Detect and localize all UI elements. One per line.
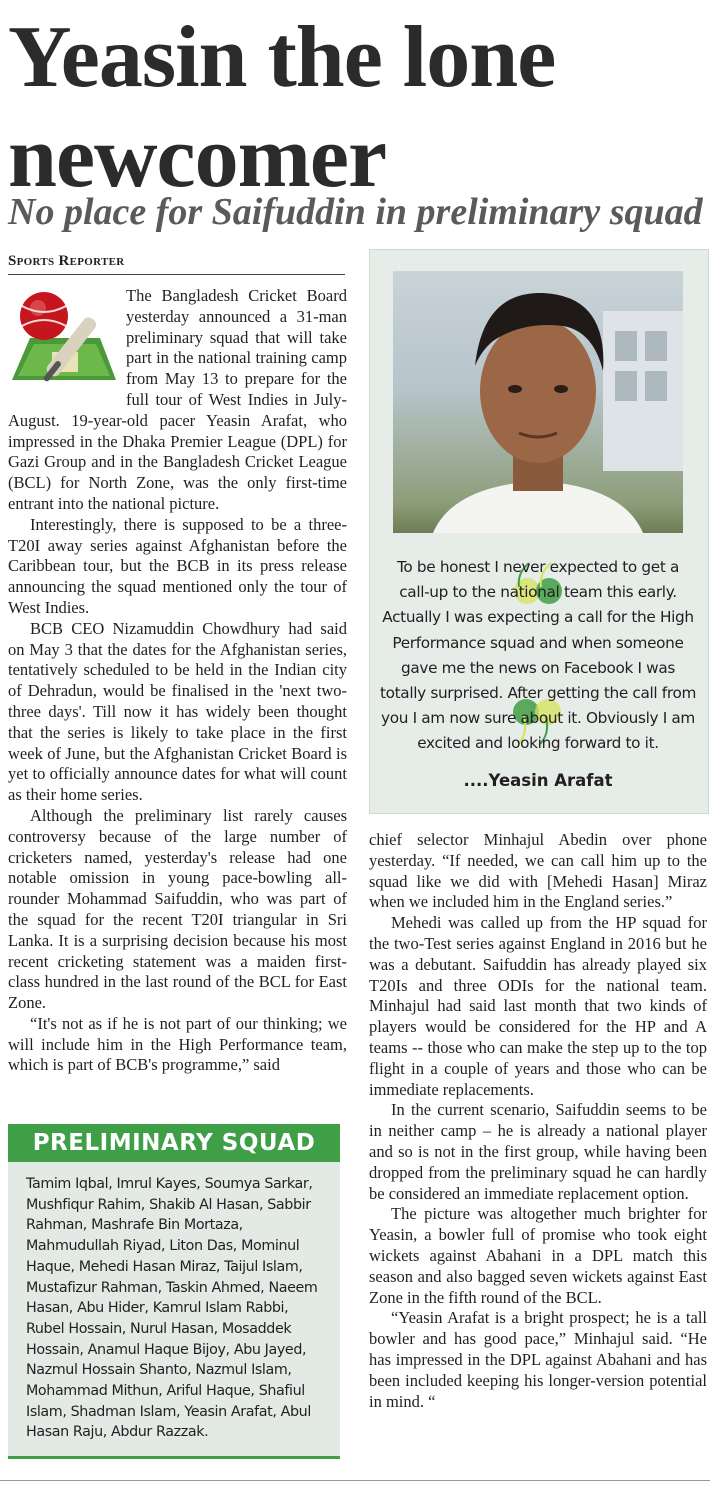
right-column	[369, 830, 707, 1470]
page-divider	[0, 1480, 710, 1481]
paragraph: Mehedi was called up from the HP squad for the two-Test series against England in 2016 but he was a debutant. Saifuddin has already played six T20Is and three ODIs for the national team. Minhajul had said last month that two kinds of players would be considered for the HP and A teams -- those who can make the step up to the top flight in a couple of years and those who can be immediate replacements.	[369, 913, 707, 1099]
paragraph: The Bangladesh Cricket Board yesterday announced a 31-man preliminary squad that will take part in the national training camp from May 13 to prepare for the full tour of West Indies in July-August. 19-year-old pacer Yeasin Arafat, who impressed in the Dhaka Premier League (DPL) for Gazi Group and in the Bangladesh Cricket League (BCL) for North Zone, was the only first-time entrant into the national picture.	[8, 286, 347, 513]
subheadline: No place for Saifuddin in preliminary squad	[8, 191, 703, 233]
paragraph: Although the preliminary list rarely causes controversy because of the large number of cricketers named, yesterday's release had one notable omission in young pace-bowling all-rounder Mohammad Saifuddin, who was part of the squad for the recent T20I triangular in Sri Lanka. It is a surprising decision because his most recent cricketing statement was a maiden first-class hundred in the last round of the BCL for East Zone.	[8, 805, 347, 1013]
paragraph: “It's not as if he is not part of our thinking; we will include him in the High Performance team, which is part of BCB's programme,” said	[8, 1013, 347, 1075]
headline-line-2: newcomer	[8, 109, 387, 206]
squad-list: Tamim Iqbal, Imrul Kayes, Soumya Sarkar, Mushfiqur Rahim, Shakib Al Hasan, Sabbir Rahman, Mashrafe Bin Mortaza, Mahmudullah Riyad, Liton Das, Mominul Haque, Mehedi Hasan Miraz, Taijul Islam, Mustafizur Rahman, Taskin Ahmed, Naeem Hasan, Abu Hider, Kamrul Islam Rabbi, Rubel Hossain, Nurul Hasan, Mosaddek Hossain, Anamul Haque Bijoy, Abu Jayed, Nazmul Hossain Shanto, Nazmul Islam, Mohammad Mithun, Ariful Haque, Shafiul Islam, Shadman Islam, Yeasin Arafat, Abul Hasan Raju, Abdur Razzak.	[26, 1176, 318, 1441]
paragraph: BCB CEO Nizamuddin Chowdhury had said on May 3 that the dates for the Afghanistan series, tentatively scheduled to be held in the Indian city of Dehradun, would be finalised in the 'next two-three days'. Till now it has widely been thought that the series is likely to take place in the first week of June, but the Afghanistan Cricket Board is yet to officially announce dates for what will count as their home series.	[8, 618, 347, 805]
player-photo	[393, 271, 683, 533]
paragraph: chief selector Minhajul Abedin over phone yesterday. “If needed, we can call him up to the squad like we did with [Mehedi Hasan] Miraz when we included him in the England series.”	[369, 830, 707, 912]
paragraph: Interestingly, there is supposed to be a three-T20I away series against Afghanistan before the Caribbean tour, but the BCB in its press release announcing the squad mentioned only the tour of West Indies.	[8, 514, 347, 617]
paragraph: The picture was altogether much brighter for Yeasin, a bowler full of promise who took eight wickets against Abahani in a DPL match this season and also bagged seven wickets against East Zone in the fifth round of the BCL.	[369, 1204, 707, 1307]
cricket-ball-bat-icon	[8, 288, 118, 396]
squad-title: PRELIMINARY SQUAD	[8, 1124, 340, 1162]
left-column	[8, 286, 347, 1106]
headline-line-1: Yeasin the lone	[8, 9, 556, 106]
quote-text: To be honest I never expected to get a call-up to the national team this early. Actually I was expecting a call for the High Performance squad and when someone gave me the news on Facebook I was totally surprised. After getting the call from you I am now sure about it. Obviously I am excited and looking forward to it.	[380, 558, 697, 753]
quote-author: ....Yeasin Arafat	[463, 771, 613, 790]
paragraph: “Yeasin Arafat is a bright prospect; he is a tall bowler and has good pace,” Minhajul said. “He has impressed in the DPL against Abahani and has been included keeping his longer-version potential in mind. “	[369, 1308, 707, 1411]
paragraph: In the current scenario, Saifuddin seems to be in neither camp – he is already a national player and so is not in the first group, while having been dropped from the preliminary squad he can hardly be considered an immediate replacement option.	[369, 1100, 707, 1203]
byline: Sports Reporter	[8, 250, 345, 275]
headline	[8, 8, 708, 208]
